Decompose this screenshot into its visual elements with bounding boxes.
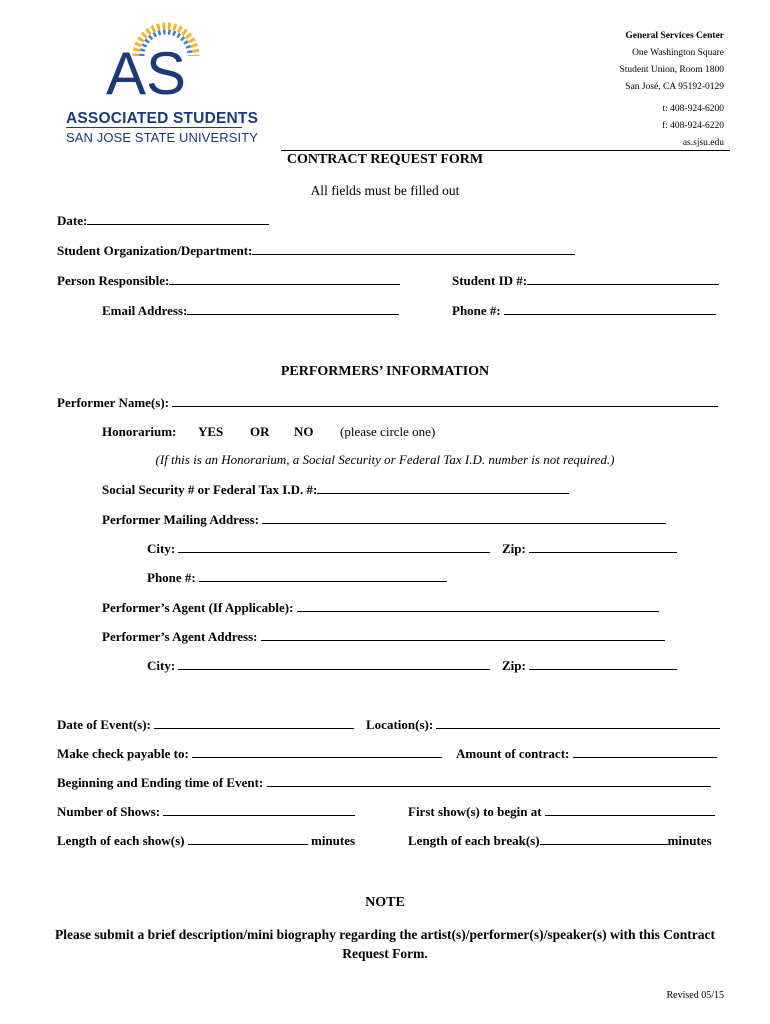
num-shows-label: Number of Shows:: [57, 804, 161, 819]
email-input[interactable]: [187, 303, 399, 315]
zip-field: [502, 541, 677, 557]
form-subtitle: All fields must be filled out: [310, 183, 460, 198]
location-input[interactable]: [436, 717, 720, 729]
event-date-field: [57, 717, 354, 733]
num-shows-input[interactable]: [163, 804, 355, 816]
city-input[interactable]: [178, 541, 490, 553]
circle-instruction: (please circle one): [340, 424, 436, 439]
revised-date: Revised 05/15: [666, 990, 724, 1001]
phone-input[interactable]: [504, 303, 716, 315]
student-id-field: [452, 273, 719, 289]
note-text: Please submit a brief description/mini biography regarding the artist(s)/performer(s)/speaker(s) with this Contract Request Form.: [54, 927, 716, 961]
break-length-input[interactable]: [540, 833, 668, 845]
fax-number: f: 408-924-6220: [661, 121, 724, 131]
show-length-field: [57, 833, 355, 849]
email-field: [102, 303, 399, 319]
org-divider: [66, 127, 242, 128]
agent-city-input[interactable]: [178, 658, 490, 670]
zip-input[interactable]: [529, 541, 677, 553]
honorarium-label: Honorarium:: [102, 424, 177, 439]
ssn-label: Social Security # or Federal Tax I.D. #:: [102, 482, 318, 497]
agent-city-field: [147, 658, 490, 674]
agent-field: [102, 600, 659, 616]
honorarium-note: (If this is an Honorarium, a Social Security or Federal Tax I.D. number is not required.): [155, 452, 615, 467]
agent-address-field: [102, 629, 665, 645]
logo-letters: AS: [106, 40, 187, 104]
location-label: Location(s):: [366, 717, 434, 732]
student-org-label: Student Organization/Department:: [57, 243, 253, 258]
show-length-unit: minutes: [310, 833, 356, 848]
num-shows-field: [57, 804, 355, 820]
event-time-label: Beginning and Ending time of Event:: [57, 775, 264, 790]
mailing-address-input[interactable]: [262, 512, 666, 524]
student-org-input[interactable]: [252, 243, 575, 255]
agent-input[interactable]: [297, 600, 659, 612]
zip-label: Zip:: [502, 541, 526, 556]
event-date-input[interactable]: [154, 717, 354, 729]
person-responsible-input[interactable]: [169, 273, 400, 285]
agent-zip-label: Zip:: [502, 658, 526, 673]
header-divider: [281, 150, 730, 151]
performer-names-field: [57, 395, 718, 411]
date-field: [57, 213, 269, 229]
show-length-label: Length of each show(s): [57, 833, 185, 848]
address-line-3: San José, CA 95192-0129: [625, 82, 724, 92]
agent-city-label: City:: [147, 658, 176, 673]
note-title: NOTE: [365, 895, 405, 910]
student-id-input[interactable]: [527, 273, 719, 285]
performer-names-label: Performer Name(s):: [57, 395, 169, 410]
phone-field: [452, 303, 716, 319]
city-label: City:: [147, 541, 176, 556]
address-line-1: One Washington Square: [632, 48, 724, 58]
event-time-input[interactable]: [267, 775, 711, 787]
center-name: General Services Center: [625, 31, 724, 41]
agent-zip-field: [502, 658, 677, 674]
agent-zip-input[interactable]: [529, 658, 677, 670]
location-field: [366, 717, 720, 733]
payable-to-field: [57, 746, 442, 762]
performer-phone-input[interactable]: [199, 570, 447, 582]
date-label: Date:: [57, 213, 88, 228]
payable-to-input[interactable]: [192, 746, 442, 758]
ssn-input[interactable]: [317, 482, 569, 494]
first-show-input[interactable]: [545, 804, 715, 816]
website-link[interactable]: as.sjsu.edu: [682, 138, 724, 148]
person-responsible-field: [57, 273, 400, 289]
date-input[interactable]: [87, 213, 269, 225]
break-length-label: Length of each break(s): [408, 833, 540, 848]
person-responsible-label: Person Responsible:: [57, 273, 170, 288]
event-date-label: Date of Event(s):: [57, 717, 151, 732]
show-length-input[interactable]: [188, 833, 308, 845]
agent-address-label: Performer’s Agent Address:: [102, 629, 258, 644]
amount-label: Amount of contract:: [456, 746, 570, 761]
break-length-field: [408, 833, 712, 849]
form-title: CONTRACT REQUEST FORM: [286, 152, 484, 167]
mailing-address-label: Performer Mailing Address:: [102, 512, 259, 527]
student-org-field: [57, 243, 575, 259]
city-field: [147, 541, 490, 557]
phone-label: Phone #:: [452, 303, 501, 318]
agent-label: Performer’s Agent (If Applicable):: [102, 600, 294, 615]
first-show-field: [408, 804, 715, 820]
break-length-unit: minutes: [667, 833, 712, 848]
ssn-field: [102, 482, 569, 498]
email-label: Email Address:: [102, 303, 188, 318]
performer-names-input[interactable]: [172, 395, 718, 407]
agent-address-input[interactable]: [261, 629, 665, 641]
first-show-label: First show(s) to begin at: [408, 804, 542, 819]
org-university: SAN JOSE STATE UNIVERSITY: [66, 130, 258, 145]
as-logo: [100, 22, 210, 104]
amount-input[interactable]: [573, 746, 717, 758]
performer-phone-label: Phone #:: [147, 570, 196, 585]
performers-section-title: PERFORMERS’ INFORMATION: [280, 364, 490, 379]
honorarium-no[interactable]: NO: [294, 424, 314, 439]
phone-number: t: 408-924-6200: [662, 104, 724, 114]
mailing-address-field: [102, 512, 666, 528]
address-line-2: Student Union, Room 1800: [619, 65, 724, 75]
honorarium-or: OR: [250, 424, 270, 439]
student-id-label: Student ID #:: [452, 273, 528, 288]
performer-phone-field: [147, 570, 447, 586]
event-time-field: [57, 775, 711, 791]
amount-field: [456, 746, 717, 762]
org-name: ASSOCIATED STUDENTS: [66, 110, 259, 127]
honorarium-yes[interactable]: YES: [198, 424, 224, 439]
payable-to-label: Make check payable to:: [57, 746, 189, 761]
